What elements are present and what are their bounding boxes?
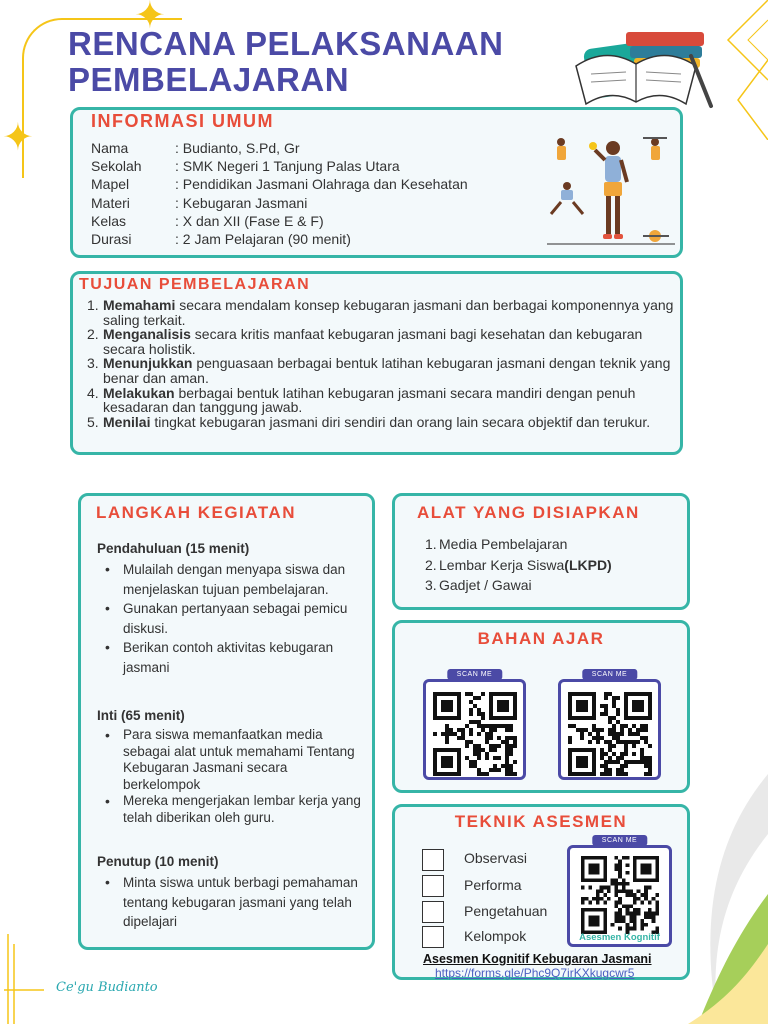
phase-list-penutup — [105, 873, 361, 932]
list-item — [425, 575, 612, 596]
item-text: Lembar Kerja Siswa — [439, 556, 565, 573]
item-keyword: Melakukan — [103, 384, 175, 401]
sparkle-star-icon: ✦ — [2, 115, 34, 159]
list-item — [105, 638, 361, 677]
info-row-kelas — [91, 212, 468, 230]
alat-yang-disiapkan-card — [392, 493, 690, 610]
sparkle-star-icon: ✦ — [134, 0, 166, 37]
item-keyword: Menunjukkan — [103, 355, 193, 372]
info-row-materi — [91, 194, 468, 212]
diamond-pattern-decoration — [708, 0, 768, 140]
bottom-left-line-decoration — [4, 934, 44, 1024]
informasi-umum-card — [70, 107, 683, 258]
teknik-asesmen-card — [392, 804, 690, 980]
info-key: Mapel — [91, 176, 130, 193]
bahan-ajar-qr-code-2[interactable] — [558, 671, 661, 780]
qr-caption: Asesmen Kognitif — [579, 932, 660, 943]
item-number: 1. — [87, 297, 99, 313]
item-number: 3. — [87, 355, 99, 372]
item-text: Para siswa memanfaatkan media sebagai alat untuk memahami Tentang Kebugaran Jasmani secara berkelompok — [123, 727, 355, 792]
item-text: Minta siswa untuk berbagi pemahaman tentang kebugaran jasmani yang telah dipelajari — [123, 875, 358, 929]
info-key: Durasi — [91, 231, 132, 248]
item-text: penguasaan berbagai bentuk latihan kebugaran jasmani dengan teknik yang benar dan aman. — [103, 355, 671, 386]
checkbox-label-performa: Performa — [464, 877, 522, 893]
info-key: Sekolah — [91, 158, 142, 175]
bullet-icon: • — [105, 600, 110, 616]
list-item — [105, 599, 361, 638]
phase-title-penutup: Penutup (10 menit) — [97, 854, 219, 869]
item-text: berbagai bentuk latihan kebugaran jasmani secara mandiri dengan penuh kesadaran dan tanggung jawab. — [103, 384, 636, 416]
list-item — [87, 415, 677, 430]
list-item — [425, 555, 612, 576]
item-keyword: Menganalisis — [103, 326, 191, 343]
bahan-ajar-qr-code-1[interactable] — [423, 671, 526, 780]
info-value: : Kebugaran Jasmani — [175, 194, 308, 211]
checkbox-pengetahuan[interactable] — [422, 901, 444, 923]
item-text: Media Pembelajaran — [439, 536, 568, 552]
info-key: Kelas — [91, 212, 127, 229]
scan-me-tag: SCAN ME — [447, 669, 502, 680]
item-keyword: Memahami — [103, 297, 176, 313]
page-title: RENCANA PELAKSANAAN PEMBELAJARAN — [68, 25, 504, 98]
checkbox-label-observasi: Observasi — [464, 850, 528, 866]
info-row-nama — [91, 139, 468, 157]
qr-code-icon — [568, 692, 652, 776]
info-value: : Pendidikan Jasmani Olahraga dan Kesehatan — [175, 176, 468, 193]
item-text: Mereka mengerjakan lembar kerja yang telah diberikan oleh guru. — [123, 793, 361, 825]
checkbox-kelompok[interactable] — [422, 926, 444, 948]
qr-code-icon — [433, 692, 517, 776]
item-text: Gunakan pertanyaan sebagai pemicu diskusi. — [123, 601, 348, 636]
tujuan-pembelajaran-card — [70, 271, 683, 455]
bahan-ajar-card — [392, 620, 690, 793]
info-value: : X dan XII (Fase E & F) — [175, 212, 324, 229]
info-value: : Budianto, S.Pd, Gr — [175, 140, 300, 156]
checkbox-performa[interactable] — [422, 875, 444, 897]
item-text: Mulailah dengan menyapa siswa dan menjelaskan tujuan pembelajaran. — [123, 562, 346, 597]
info-row-sekolah — [91, 157, 468, 175]
info-row-durasi — [91, 230, 468, 248]
asesmen-qr-code[interactable] — [567, 837, 672, 947]
list-item — [87, 298, 677, 327]
item-keyword: (LKPD) — [564, 556, 612, 573]
list-item — [425, 534, 612, 555]
list-item — [105, 793, 361, 826]
info-row-mapel — [91, 175, 468, 193]
scan-me-tag: SCAN ME — [582, 669, 637, 680]
qr-code-icon — [580, 856, 660, 934]
item-text: Gadjet / Gawai — [439, 577, 532, 593]
phase-list-inti — [105, 727, 361, 826]
info-key: Nama — [91, 140, 129, 156]
info-key: Materi — [91, 194, 130, 211]
list-item — [105, 560, 361, 599]
info-value: : 2 Jam Pelajaran (90 menit) — [175, 231, 351, 248]
phase-list-pendahuluan — [105, 560, 361, 677]
bullet-icon: • — [105, 639, 110, 655]
langkah-kegiatan-card — [78, 493, 375, 950]
list-item — [87, 386, 677, 415]
teknik-title: TEKNIK ASESMEN — [454, 812, 628, 831]
list-item — [105, 873, 361, 932]
author-signature: Ce'gu Budianto — [56, 980, 158, 995]
phase-title-inti: Inti (65 menit) — [97, 708, 185, 723]
item-text: Berikan contoh aktivitas kebugaran jasmani — [123, 640, 334, 675]
alat-list — [425, 534, 612, 596]
bullet-icon: • — [105, 874, 110, 890]
langkah-title: LANGKAH KEGIATAN — [96, 503, 296, 522]
phase-title-pendahuluan: Pendahuluan (15 menit) — [97, 541, 250, 556]
checkbox-observasi[interactable] — [422, 849, 444, 871]
item-number: 4. — [87, 384, 99, 401]
item-keyword: Menilai — [103, 413, 151, 430]
item-text: secara kritis manfaat kebugaran jasmani bagi kesehatan dan kebugaran secara holistik. — [103, 326, 643, 357]
bullet-icon: • — [105, 727, 110, 743]
asesmen-link-url[interactable]: https://forms.gle/Phc9Q7irKXkugcwr5 — [435, 966, 635, 980]
list-item — [87, 327, 677, 356]
item-text: secara mendalam konsep kebugaran jasmani dan berbagai komponennya yang saling terkait. — [103, 297, 674, 328]
item-number: 2. — [87, 326, 99, 343]
tujuan-title: TUJUAN PEMBELAJARAN — [79, 276, 311, 293]
fitness-athletes-illustration — [547, 130, 675, 252]
scan-me-tag: SCAN ME — [592, 835, 647, 846]
bullet-icon: • — [105, 561, 110, 577]
checkbox-label-pengetahuan: Pengetahuan — [464, 903, 548, 919]
checkbox-label-kelompok: Kelompok — [464, 928, 527, 944]
item-text: tingkat kebugaran jasmani diri sendiri dan orang lain secara objektif dan terukur. — [150, 413, 651, 430]
info-value: : SMK Negeri 1 Tanjung Palas Utara — [175, 158, 400, 175]
tujuan-list — [87, 298, 677, 429]
item-number: 5. — [87, 413, 99, 430]
item-number: 3. — [425, 577, 437, 593]
item-number: 2. — [425, 556, 437, 573]
item-number: 1. — [425, 536, 437, 552]
bahan-title: BAHAN AJAR — [477, 629, 605, 648]
open-book-illustration — [566, 16, 716, 116]
list-item — [105, 727, 361, 793]
alat-title: ALAT YANG DISIAPKAN — [417, 503, 640, 522]
list-item — [87, 356, 677, 385]
bullet-icon: • — [105, 793, 110, 809]
informasi-umum-title: INFORMASI UMUM — [91, 111, 274, 131]
info-table — [91, 139, 468, 248]
asesmen-link-title[interactable]: Asesmen Kognitif Kebugaran Jasmani — [423, 952, 652, 966]
